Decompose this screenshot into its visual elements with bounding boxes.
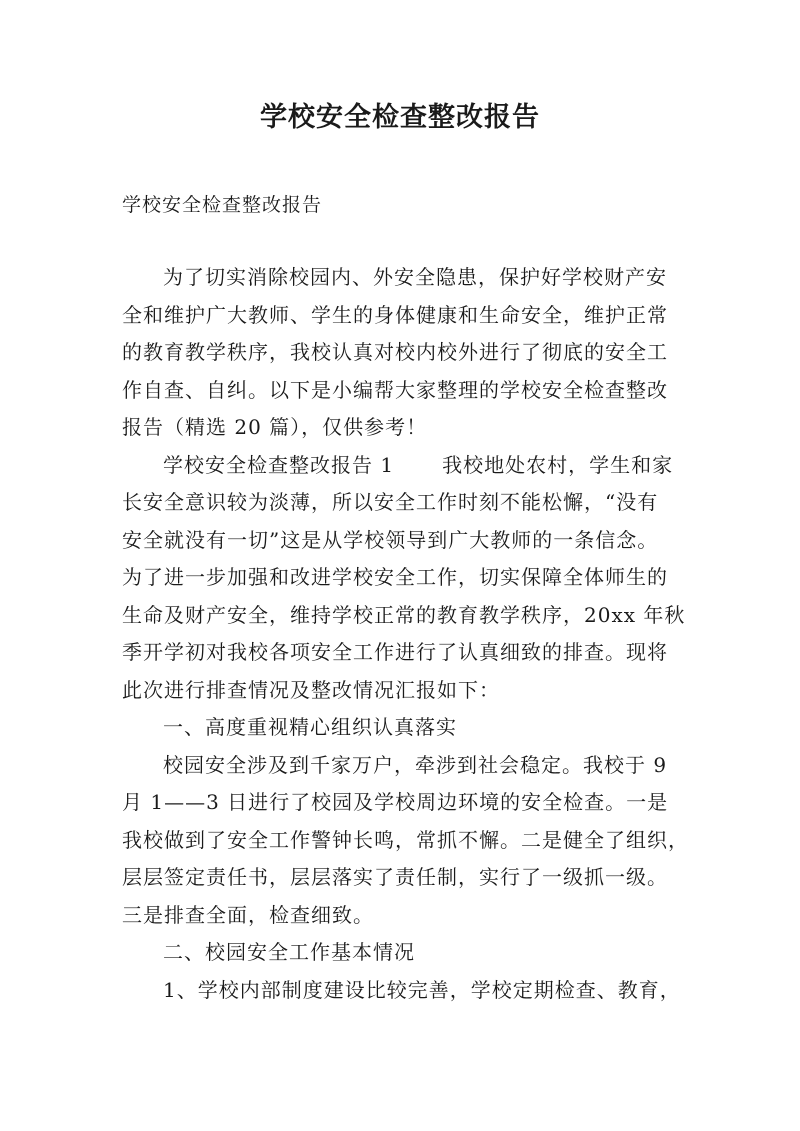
paragraph-line: 为了切实消除校园内、外安全隐患，保护好学校财产安 — [163, 265, 667, 289]
paragraph-line: 作自查、自纠。以下是小编帮大家整理的学校安全检查整改 — [122, 377, 668, 402]
paragraph-line: 三是排查全面，检查细致。 — [122, 902, 374, 927]
paragraph-line: 生命及财产安全，维持学校正常的教育教学秩序，20xx 年秋 — [122, 602, 686, 627]
paragraph-line: 长安全意识较为淡薄，所以安全工作时刻不能松懈，“没有 — [122, 490, 659, 514]
section-heading-line — [122, 447, 690, 485]
paragraph-line: 层层签定责任书，层层落实了责任制，实行了一级抓一级。 — [122, 865, 668, 889]
paragraph-line: 月 1——3 日进行了校园及学校周边环境的安全检查。一是 — [122, 790, 669, 814]
paragraph-line: 报告（精选 20 篇），仅供参考！ — [122, 415, 428, 439]
paragraph-text: 我校地处农村，学生和家 — [442, 452, 674, 477]
section-heading: 学校安全检查整改报告 1 — [163, 452, 395, 477]
paragraph-line: 安全就没有一切”这是从学校领导到广大教师的一条信念。 — [122, 527, 659, 552]
section-heading: 二、校园安全工作基本情况 — [163, 940, 415, 964]
paragraph-line: 校园安全涉及到千家万户，牵涉到社会稳定。我校于 9 — [163, 752, 668, 777]
paragraph-line: 1、学校内部制度建设比较完善，学校定期检查、教育， — [163, 977, 681, 1002]
paragraph-line: 我校做到了安全工作警钟长鸣，常抓不懈。二是健全了组织， — [122, 827, 689, 852]
document-subtitle: 学校安全检查整改报告 — [122, 194, 323, 216]
document-body — [122, 259, 690, 1009]
paragraph-line: 全和维护广大教师、学生的身体健康和生命安全，维护正常 — [122, 302, 668, 327]
section-heading: 一、高度重视精心组织认真落实 — [163, 715, 457, 739]
document-title: 学校安全检查整改报告 — [260, 102, 540, 133]
paragraph-line: 季开学初对我校各项安全工作进行了认真细致的排查。现将 — [122, 640, 668, 664]
paragraph-line: 为了进一步加强和改进学校安全工作，切实保障全体师生的 — [122, 565, 668, 589]
paragraph-line: 的教育教学秩序，我校认真对校内校外进行了彻底的安全工 — [122, 340, 668, 364]
paragraph-line: 此次进行排查情况及整改情况汇报如下： — [122, 677, 500, 702]
